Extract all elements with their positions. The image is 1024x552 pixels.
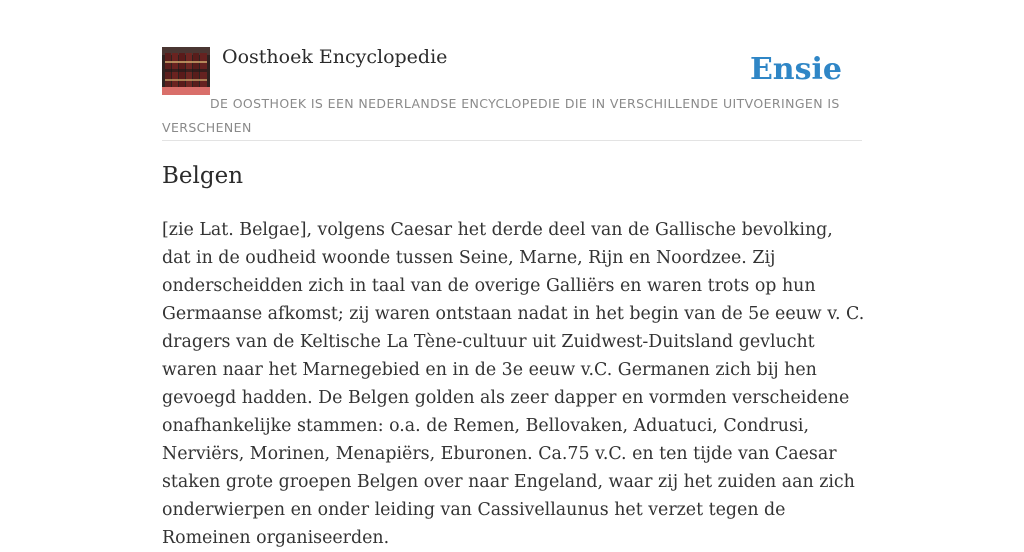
source-header: [162, 46, 862, 141]
source-description: DE OOSTHOEK IS EEN NEDERLANDSE ENCYCLOPEDIE DIE IN VERSCHILLENDE UITVOERINGEN IS VERSCHENEN: [162, 96, 840, 135]
brand-logo[interactable]: Ensie: [749, 52, 842, 87]
article-title: Belgen: [162, 163, 244, 189]
encyclopedia-books-icon[interactable]: [162, 47, 210, 95]
article-body: [zie Lat. Belgae], volgens Caesar het derde deel van de Gallische bevolking, dat in de oudheid woonde tussen Seine, Marne, Rijn en Noordzee. Zij onderscheidden zich in taal van de overige Galliërs en waren trots op hun Germaanse afkomst; zij waren ontstaan nadat in het begin van de 5e eeuw v. C. dragers van de Keltische La Tène-cultuur uit Zuidwest-Duitsland gevlucht waren naar het Marnegebied en in de 3e eeuw v.C. Germanen zich bij hen gevoegd hadden. De Belgen golden als zeer dapper en vormden verscheidene onafhankelijke stammen: o.a. de Remen, Bellovaken, Aduatuci, Condrusi, Nerviërs, Morinen, Menapiërs, Eburonen. Ca.75 v.C. en ten tijde van Caesar staken grote groepen Belgen over naar Engeland, waar zij het zuiden aan zich onderwierpen en onder leiding van Cassivellaunus het verzet tegen de Romeinen organiseerden.: [162, 220, 865, 548]
source-title[interactable]: Oosthoek Encyclopedie: [222, 46, 448, 68]
